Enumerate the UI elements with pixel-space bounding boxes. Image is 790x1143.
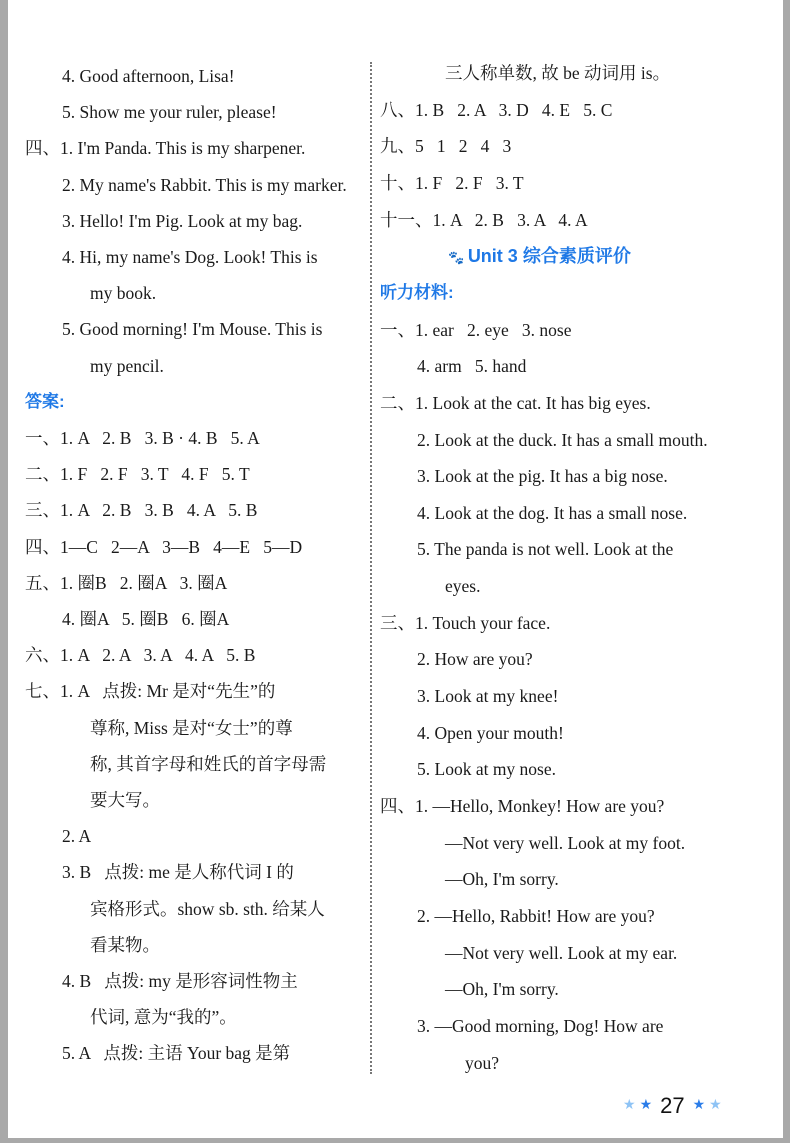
text-line	[25, 643, 255, 667]
line-text: 宾格形式。show sb. sth. 给某人	[90, 898, 325, 919]
text-line	[417, 354, 526, 378]
text-line	[465, 1051, 499, 1075]
line-text: 4. 圈A 5. 圈B 6. 圈A	[62, 609, 230, 629]
text-line	[417, 501, 687, 525]
text-line	[417, 757, 556, 781]
text-line	[417, 464, 668, 488]
text-line	[90, 281, 156, 305]
line-text: —Not very well. Look at my ear.	[445, 942, 678, 963]
line-text: —Oh, I'm sorry.	[445, 979, 559, 1000]
paw-icon: 🐾	[448, 250, 468, 266]
line-text: 5. Look at my nose.	[417, 759, 557, 780]
line-text: 5. Good morning! I'm Mouse. This is	[62, 319, 323, 340]
line-text: 2. My name's Rabbit. This is my marker.	[62, 174, 347, 195]
line-text: 看某物。	[90, 934, 160, 955]
text-line	[380, 171, 524, 195]
line-text: 九、5 1 2 4 3	[380, 136, 512, 157]
line-text: 三、1. Touch your face.	[380, 612, 551, 633]
page-footer	[623, 1093, 722, 1119]
text-line	[90, 933, 160, 957]
text-line	[417, 428, 708, 452]
line-text: 4. Look at the dog. It has a small nose.	[417, 502, 688, 523]
star-icon: ★	[623, 1098, 636, 1113]
text-line	[25, 498, 257, 522]
page-number: 27	[660, 1093, 685, 1118]
line-text: 七、1. A 点拨: Mr 是对“先生”的	[25, 681, 276, 702]
line-text: 二、1. Look at the cat. It has big eyes.	[380, 392, 651, 413]
text-line	[445, 977, 559, 1001]
text-line	[62, 100, 277, 124]
text-line	[445, 941, 677, 965]
star-icon: ★	[709, 1098, 722, 1113]
text-line	[380, 391, 651, 415]
text-line	[445, 574, 480, 598]
line-text: my pencil.	[90, 355, 164, 376]
line-text: —Oh, I'm sorry.	[445, 869, 559, 890]
text-line	[90, 1005, 237, 1029]
line-text: 十、1. F 2. F 3. T	[380, 172, 524, 193]
line-text: 3. Look at my knee!	[417, 686, 559, 707]
line-text: 4. B 点拨: my 是形容词性物主	[62, 971, 298, 991]
text-line	[90, 897, 325, 921]
line-text: 三、1. A 2. B 3. B 4. A 5. B	[25, 500, 258, 521]
text-line	[62, 969, 298, 993]
line-text: 四、1. I'm Panda. This is my sharpener.	[25, 138, 306, 159]
line-text: 3. Hello! I'm Pig. Look at my bag.	[62, 210, 303, 231]
line-text: 十一、1. A 2. B 3. A 4. A	[380, 209, 588, 230]
text-line	[417, 537, 673, 561]
text-line	[90, 788, 160, 812]
line-text: 称, 其首字母和姓氏的首字母需	[90, 753, 327, 774]
line-text: 三人称单数, 故 be 动词用 is。	[445, 63, 671, 83]
text-line	[25, 679, 275, 703]
line-text: eyes.	[445, 576, 481, 597]
line-text: 4. Open your mouth!	[417, 722, 564, 743]
text-line	[62, 317, 322, 341]
text-line	[380, 208, 588, 232]
line-text: 八、1. B 2. A 3. D 4. E 5. C	[380, 99, 613, 120]
line-text: 六、1. A 2. A 3. A 4. A 5. B	[25, 645, 256, 666]
line-text: —Not very well. Look at my foot.	[445, 832, 686, 853]
line-text: Unit 3 综合素质评价	[467, 246, 631, 267]
line-text: 5. A 点拨: 主语 Your bag 是第	[62, 1043, 291, 1064]
text-line	[62, 209, 302, 233]
text-line	[445, 831, 685, 855]
line-text: 2. —Hello, Rabbit! How are you?	[417, 905, 655, 926]
section-heading	[380, 281, 454, 305]
text-line	[380, 98, 612, 122]
line-text: 五、1. 圈B 2. 圈A 3. 圈A	[25, 572, 228, 593]
line-text: 4. arm 5. hand	[417, 356, 527, 377]
text-line	[90, 354, 164, 378]
line-text: 3. Look at the pig. It has a big nose.	[417, 466, 668, 487]
text-line	[25, 426, 260, 450]
text-line	[380, 794, 664, 818]
line-text: 要大写。	[90, 790, 160, 810]
line-text: 一、1. A 2. B 3. B · 4. B 5. A	[25, 428, 260, 448]
line-text: 2. A	[62, 826, 92, 847]
line-text: 5. Show me your ruler, please!	[62, 102, 277, 123]
text-line	[380, 318, 571, 342]
line-text: 答案:	[25, 391, 65, 411]
text-line	[62, 64, 235, 88]
column-divider	[370, 62, 372, 1074]
text-line	[380, 611, 550, 635]
text-line	[62, 245, 318, 269]
text-line	[417, 684, 558, 708]
text-line	[62, 860, 294, 884]
text-line	[25, 571, 227, 595]
text-line	[417, 904, 655, 928]
text-line	[90, 716, 293, 740]
line-text: 一、1. ear 2. eye 3. nose	[380, 319, 572, 340]
line-text: 二、1. F 2. F 3. T 4. F 5. T	[25, 464, 250, 485]
text-line	[90, 752, 326, 776]
text-line	[417, 647, 533, 671]
line-text: 尊称, Miss 是对“女士”的尊	[90, 717, 293, 738]
text-line	[62, 173, 347, 197]
line-text: you?	[465, 1052, 500, 1073]
line-text: 2. How are you?	[417, 649, 533, 670]
text-line	[417, 721, 564, 745]
line-text: 代词, 意为“我的”。	[90, 1007, 237, 1028]
line-text: 3. B 点拨: me 是人称代词 I 的	[62, 862, 294, 883]
line-text: 3. —Good morning, Dog! How are	[417, 1015, 664, 1036]
star-icon: ★	[639, 1098, 653, 1113]
text-line	[62, 1041, 290, 1065]
line-text: 4. Good afternoon, Lisa!	[62, 66, 235, 86]
line-text: my book.	[90, 283, 157, 304]
document-page	[8, 0, 783, 1138]
line-text: 四、1—C 2—A 3—B 4—E 5—D	[25, 536, 303, 557]
line-text: 4. Hi, my name's Dog. Look! This is	[62, 247, 318, 267]
text-line	[417, 1014, 663, 1038]
section-heading	[25, 390, 65, 414]
star-icon: ★	[692, 1098, 706, 1113]
line-text: 四、1. —Hello, Monkey! How are you?	[380, 796, 665, 816]
text-line	[380, 134, 511, 158]
line-text: 5. The panda is not well. Look at the	[417, 539, 674, 560]
line-text: 2. Look at the duck. It has a small mouth.	[417, 429, 708, 450]
text-line	[25, 136, 305, 160]
section-title	[448, 244, 631, 268]
text-line	[25, 535, 302, 559]
line-text: 听力材料:	[380, 282, 454, 302]
text-line	[62, 607, 229, 631]
text-line	[25, 462, 250, 486]
text-line	[445, 61, 670, 85]
text-line	[445, 867, 559, 891]
text-line	[62, 824, 91, 848]
